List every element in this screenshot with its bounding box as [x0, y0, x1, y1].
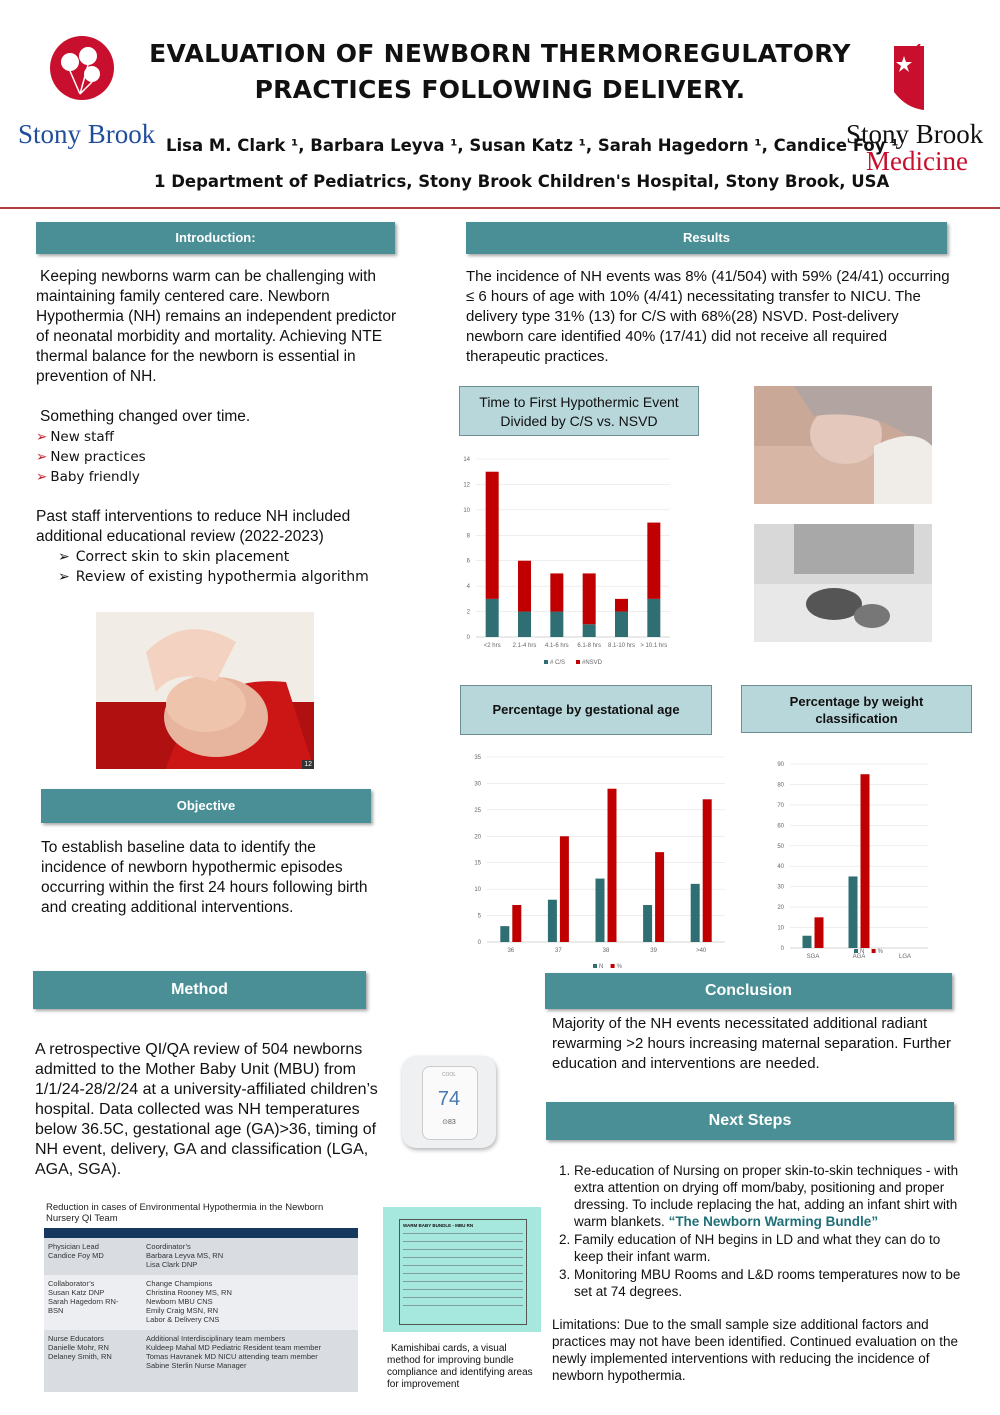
- changes-list: [36, 427, 401, 487]
- y-tick-label: 60: [777, 823, 784, 830]
- bar: [550, 573, 563, 611]
- qi-team-caption: Reduction in cases of Environmental Hypothermia in the Newborn Nursery QI Team: [46, 1202, 324, 1224]
- y-tick-label: 40: [777, 864, 784, 871]
- arrow-bullet-icon: ➢: [58, 549, 70, 565]
- thermostat-image: [398, 1052, 500, 1152]
- y-tick-label: 70: [777, 802, 784, 809]
- x-tick-label: 2.1-4 hrs: [512, 643, 537, 649]
- intro-paragraph-2: Something changed over time.: [40, 408, 251, 425]
- bar: [815, 917, 824, 948]
- list-item: ➢ New staff: [36, 429, 114, 445]
- y-tick-label: 0: [466, 635, 470, 641]
- arrow-bullet-icon: ➢: [36, 469, 48, 485]
- y-tick-label: 25: [474, 807, 481, 814]
- y-tick-label: 4: [466, 584, 470, 591]
- y-tick-label: 10: [777, 925, 784, 932]
- photo-badge: 12: [304, 761, 312, 768]
- bar: [596, 879, 605, 942]
- header-divider: [0, 207, 1000, 209]
- thermostat-mode: COOL: [441, 1072, 457, 1078]
- x-tick-label: 38: [602, 948, 610, 954]
- bar: [548, 900, 557, 942]
- x-tick-label: > 10.1 hrs: [640, 643, 668, 649]
- bar: [550, 612, 563, 637]
- bar: [615, 612, 628, 637]
- legend-label: N: [599, 964, 604, 970]
- y-tick-label: 30: [777, 884, 784, 891]
- list-item: ➢ New practices: [36, 449, 146, 465]
- bar: [486, 472, 499, 599]
- y-tick-label: 6: [466, 558, 470, 565]
- bar: [583, 573, 596, 624]
- legend-swatch: [611, 964, 615, 968]
- x-tick-label: <2 hrs: [483, 643, 501, 649]
- y-tick-label: 90: [777, 762, 784, 768]
- authors: Lisa M. Clark ¹, Barbara Leyva ¹, Susan Katz ¹, Sarah Hagedorn ¹, Candice Foy ¹: [166, 136, 899, 155]
- limitations-text: Limitations: Due to the small sample size additional factors and practices may not have been identified. Continued evaluation on the newly implemented interventions with reducing the incidence of newborn hypothermia.: [552, 1317, 959, 1383]
- chart-time-to-event: [448, 450, 678, 672]
- list-item: 2. Family education of NH begins in LD and what they can do to keep their infant warm.: [574, 1231, 972, 1265]
- legend-swatch: [593, 964, 597, 968]
- arrow-bullet-icon: ➢: [36, 449, 48, 465]
- y-tick-label: 15: [474, 860, 481, 867]
- objective-text: To establish baseline data to identify the incidence of newborn hypothermic episodes occurring within the first 24 hours following birth and creating additional interventions.: [41, 839, 368, 916]
- chart-gestational-age: [455, 748, 733, 974]
- x-tick-label: 6.1-8 hrs: [577, 643, 602, 649]
- table-row: Nurse Educators Danielle Mohr, RN Delaney Smith, RN Additional Interdisciplinary team members Kuldeep Mahal MD Pediatric Resident team member Tomas Havranek MD NICU attending team member Sabine Sterlin Nurse Manager: [44, 1330, 358, 1392]
- chart-time-title: Time to First Hypothermic Event Divided by C/S vs. NSVD: [459, 386, 699, 436]
- x-tick-label: 36: [507, 948, 515, 954]
- results-text: The incidence of NH events was 8% (41/504) with 59% (24/41) occurring ≤ 6 hours of age with 10% (4/41) necessitating transfer to NICU. The delivery type 31% (13) for C/S with 68%(28) NSVD. Post-delivery newborn care identified 40% (17/41) did not receive all required therapeutic practices.: [466, 268, 950, 365]
- list-item: 1. Re-education of Nursing on proper skin-to-skin techniques - with extra attention on drying off mom/baby, positioning and proper dressing. To include replacing the hat, adding an infant shirt with warm blankets. “The Newborn Warming Bundle”: [574, 1162, 972, 1230]
- chart-ga-title: Percentage by gestational age: [460, 685, 712, 735]
- y-tick-label: 0: [477, 940, 481, 946]
- introduction-text: [36, 267, 401, 587]
- bar: [615, 599, 628, 612]
- mother-baby-photo: [96, 612, 314, 769]
- list-item: ➢ Baby friendly: [36, 469, 140, 485]
- kamishibai-card-image: [383, 1207, 541, 1332]
- next-steps-heading: Next Steps: [546, 1102, 954, 1140]
- thermostat-value: 74: [437, 1088, 461, 1110]
- bar: [643, 905, 652, 942]
- legend-label: N: [860, 949, 865, 955]
- kamishibai-caption: Kamishibai cards, a visual method for improving bundle compliance and identifying areas for improvement: [387, 1343, 533, 1390]
- title-line-1: EVALUATION OF NEWBORN THERMOREGULATORY: [149, 39, 851, 68]
- legend-swatch: [544, 660, 548, 664]
- x-tick-label: AGA: [852, 954, 866, 960]
- logo-right-text-1: Stony Brook: [846, 119, 984, 149]
- legend-swatch: [854, 949, 858, 953]
- introduction-heading: Introduction:: [36, 222, 395, 254]
- y-tick-label: 2: [466, 609, 470, 616]
- intro-paragraph-3: Past staff interventions to reduce NH included additional educational review (2022-2023): [36, 508, 351, 545]
- x-tick-label: 8.1-10 hrs: [607, 643, 636, 649]
- bundle-name: “The Newborn Warming Bundle”: [668, 1214, 879, 1229]
- y-tick-label: 12: [463, 482, 470, 489]
- bar: [861, 774, 870, 948]
- bar: [703, 799, 712, 942]
- x-tick-label: 39: [650, 948, 657, 954]
- bar: [647, 523, 660, 599]
- y-tick-label: 5: [477, 913, 481, 920]
- department: 1 Department of Pediatrics, Stony Brook Children's Hospital, Stony Brook, USA: [154, 172, 890, 191]
- qi-team-table: [44, 1238, 358, 1392]
- x-tick-label: LGA: [898, 954, 912, 960]
- y-tick-label: 10: [463, 507, 470, 514]
- legend-label: %: [616, 964, 622, 970]
- legend-swatch: [872, 949, 876, 953]
- y-tick-label: 20: [777, 905, 784, 912]
- method-heading: Method: [33, 971, 366, 1009]
- y-tick-label: 80: [777, 782, 784, 789]
- y-tick-label: 10: [474, 887, 481, 894]
- next-steps-list: [552, 1162, 972, 1301]
- arrow-bullet-icon: ➢: [36, 429, 48, 445]
- legend-label: #NSVD: [582, 660, 603, 666]
- bar: [512, 905, 521, 942]
- list-item: ➢ Review of existing hypothermia algorithm: [58, 569, 369, 585]
- bar: [486, 599, 499, 637]
- table-row: Physician Lead Candice Foy MD Coordinator’s Barbara Leyva MS, RN Lisa Clark DNP: [44, 1238, 358, 1275]
- x-tick-label: >40: [696, 948, 707, 954]
- qi-team-table-header: [44, 1228, 358, 1238]
- bar: [803, 936, 812, 948]
- legend-label: %: [877, 949, 883, 955]
- bar: [849, 876, 858, 948]
- medicine-shield-icon: [846, 44, 996, 112]
- legend-swatch: [576, 660, 580, 664]
- newborn-photo-2: [754, 524, 932, 642]
- y-tick-label: 30: [474, 781, 481, 788]
- list-item: ➢ Correct skin to skin placement: [58, 549, 290, 565]
- bar: [500, 926, 509, 942]
- method-text: A retrospective QI/QA review of 504 newborns admitted to the Mother Baby Unit (MBU) from 1/1/24-28/2/24 at a university-affiliated children’s hospital. Data collected was NH temperatures below 36.5C, gestational age (GA)>36, timing of NH event, delivery, GA and classification (LGA, AGA, SGA).: [35, 1041, 378, 1178]
- objective-heading: Objective: [41, 789, 371, 823]
- table-row: Collaborator’s Susan Katz DNP Sarah Hagedorn RN- BSN Change Champions Christina Rooney MS, RN Newborn MBU CNS Emily Craig MSN, RN Labor & Delivery CNS: [44, 1275, 358, 1330]
- chart-weight-title: Percentage by weight classification: [741, 685, 972, 733]
- y-tick-label: 35: [474, 755, 481, 761]
- bar: [647, 599, 660, 637]
- logo-right-text-2: Medicine: [866, 146, 968, 176]
- x-tick-label: 4.1-6 hrs: [544, 643, 569, 649]
- logo-left-text: Stony Brook: [18, 119, 156, 149]
- thermostat-small: ⊙83: [442, 1119, 456, 1126]
- y-tick-label: 20: [474, 834, 481, 841]
- bar: [560, 836, 569, 942]
- x-tick-label: 37: [555, 948, 562, 954]
- stony-brook-medicine-logo: [846, 44, 996, 179]
- y-tick-label: 8: [466, 533, 470, 540]
- card-title: WARM BABY BUNDLE - MBU RN: [403, 1223, 474, 1228]
- bar: [518, 561, 531, 612]
- bar: [518, 612, 531, 637]
- conclusion-text: Majority of the NH events necessitated additional radiant rewarming >2 hours increasing maternal separation. Further education and interventions are needed.: [552, 1015, 951, 1072]
- interventions-list: [58, 547, 401, 587]
- newborn-photo-1: [754, 386, 932, 504]
- arrow-bullet-icon: ➢: [58, 569, 70, 585]
- list-item: 3. Monitoring MBU Rooms and L&D rooms temperatures now to be set at 74 degrees.: [574, 1266, 972, 1300]
- title-line-2: PRACTICES FOLLOWING DELIVERY.: [254, 75, 746, 104]
- bar: [691, 884, 700, 942]
- bar: [583, 624, 596, 637]
- page-title: [110, 36, 890, 108]
- results-heading: Results: [466, 222, 947, 254]
- bar: [608, 789, 617, 942]
- conclusion-heading: Conclusion: [545, 973, 952, 1009]
- y-tick-label: 50: [777, 843, 784, 850]
- y-tick-label: 14: [463, 457, 470, 463]
- intro-paragraph-1: Keeping newborns warm can be challenging with maintaining family centered care. Newborn Hypothermia (NH) remains an independent predictor of neonatal morbidity and mortality. Achieving NTE thermal balance for the newborn is essential in prevention of NH.: [36, 268, 397, 385]
- x-tick-label: SGA: [806, 954, 820, 960]
- legend-label: # C/S: [550, 660, 566, 666]
- y-tick-label: 0: [780, 946, 784, 952]
- chart-weight-classification: [748, 752, 953, 966]
- bar: [655, 852, 664, 942]
